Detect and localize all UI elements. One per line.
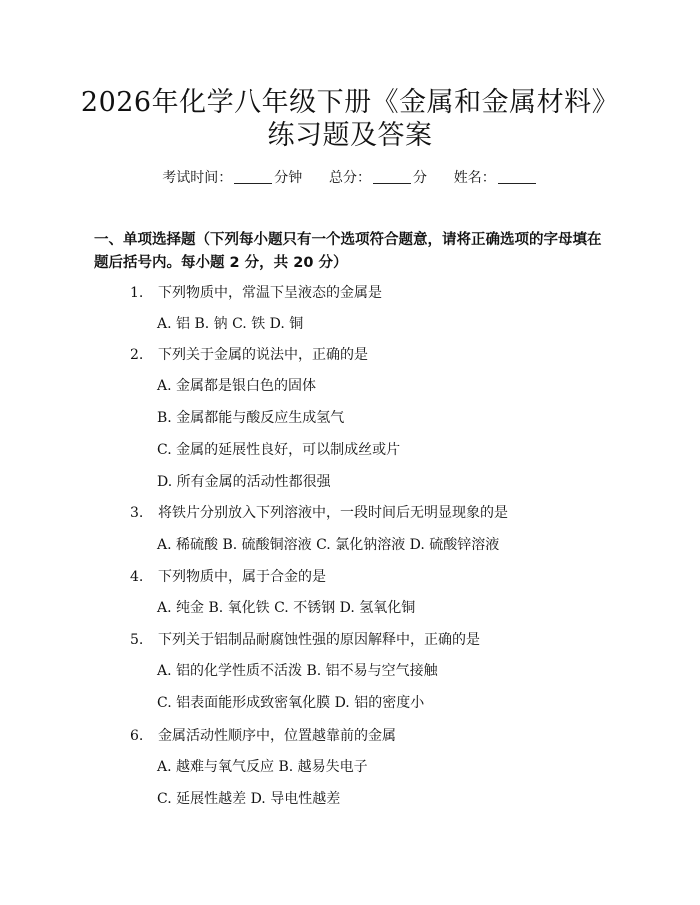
question-5 [130, 630, 480, 650]
exam-meta-line [0, 168, 700, 188]
question-text: 下列物质中，属于合金的是 [158, 569, 326, 585]
question-6-options-ab: A. 越难与氧气反应 B. 越易失电子 [157, 759, 368, 775]
question-3 [130, 503, 508, 523]
question-4 [130, 567, 326, 587]
question-number: 1. [130, 285, 144, 301]
question-number: 2. [130, 347, 144, 363]
question-number: 3. [130, 505, 144, 521]
question-number: 5. [130, 632, 144, 648]
question-text: 下列关于铝制品耐腐蚀性强的原因解释中，正确的是 [158, 632, 480, 648]
score-unit: 分 [413, 170, 427, 186]
score-label: 总分： [329, 170, 371, 186]
question-1-options: A. 铝 B. 钠 C. 铁 D. 铜 [157, 316, 304, 332]
question-4-options: A. 纯金 B. 氧化铁 C. 不锈钢 D. 氢氧化铜 [157, 600, 416, 616]
question-text: 将铁片分别放入下列溶液中，一段时间后无明显现象的是 [158, 505, 508, 521]
question-3-options: A. 稀硫酸 B. 硫酸铜溶液 C. 氯化钠溶液 D. 硫酸锌溶液 [157, 537, 500, 553]
question-text: 下列关于金属的说法中，正确的是 [158, 347, 368, 363]
name-blank[interactable] [498, 169, 536, 184]
section-heading: 一、单项选择题（下列每小题只有一个选项符合题意，请将正确选项的字母填在题后括号内。每小题 2 分，共 20 分） [94, 232, 602, 271]
question-number: 6. [130, 728, 144, 744]
page-title-line-2: 练习题及答案 [267, 120, 433, 151]
question-2-option-c: C. 金属的延展性良好，可以制成丝或片 [157, 442, 401, 458]
time-label: 考试时间： [162, 170, 233, 186]
question-number: 4. [130, 569, 144, 585]
score-blank[interactable] [373, 169, 411, 184]
question-2 [130, 345, 368, 365]
time-unit: 分钟 [274, 170, 303, 186]
question-text: 金属活动性顺序中，位置越靠前的金属 [158, 728, 396, 744]
question-6-options-cd: C. 延展性越差 D. 导电性越差 [157, 791, 341, 807]
question-text: 下列物质中，常温下呈液态的金属是 [158, 285, 382, 301]
page-title-line-1: 2026年化学八年级下册《金属和金属材料》 [80, 87, 620, 118]
question-2-option-b: B. 金属都能与酸反应生成氢气 [157, 410, 345, 426]
question-2-option-a: A. 金属都是银白色的固体 [157, 378, 317, 394]
name-label: 姓名： [453, 170, 496, 186]
question-2-option-d: D. 所有金属的活动性都很强 [157, 474, 331, 490]
question-5-options-ab: A. 铝的化学性质不活泼 B. 铝不易与空气接触 [157, 663, 438, 679]
question-5-options-cd: C. 铝表面能形成致密氧化膜 D. 铝的密度小 [157, 695, 425, 711]
question-1 [130, 283, 382, 303]
time-blank[interactable] [234, 169, 272, 184]
question-6 [130, 726, 396, 746]
